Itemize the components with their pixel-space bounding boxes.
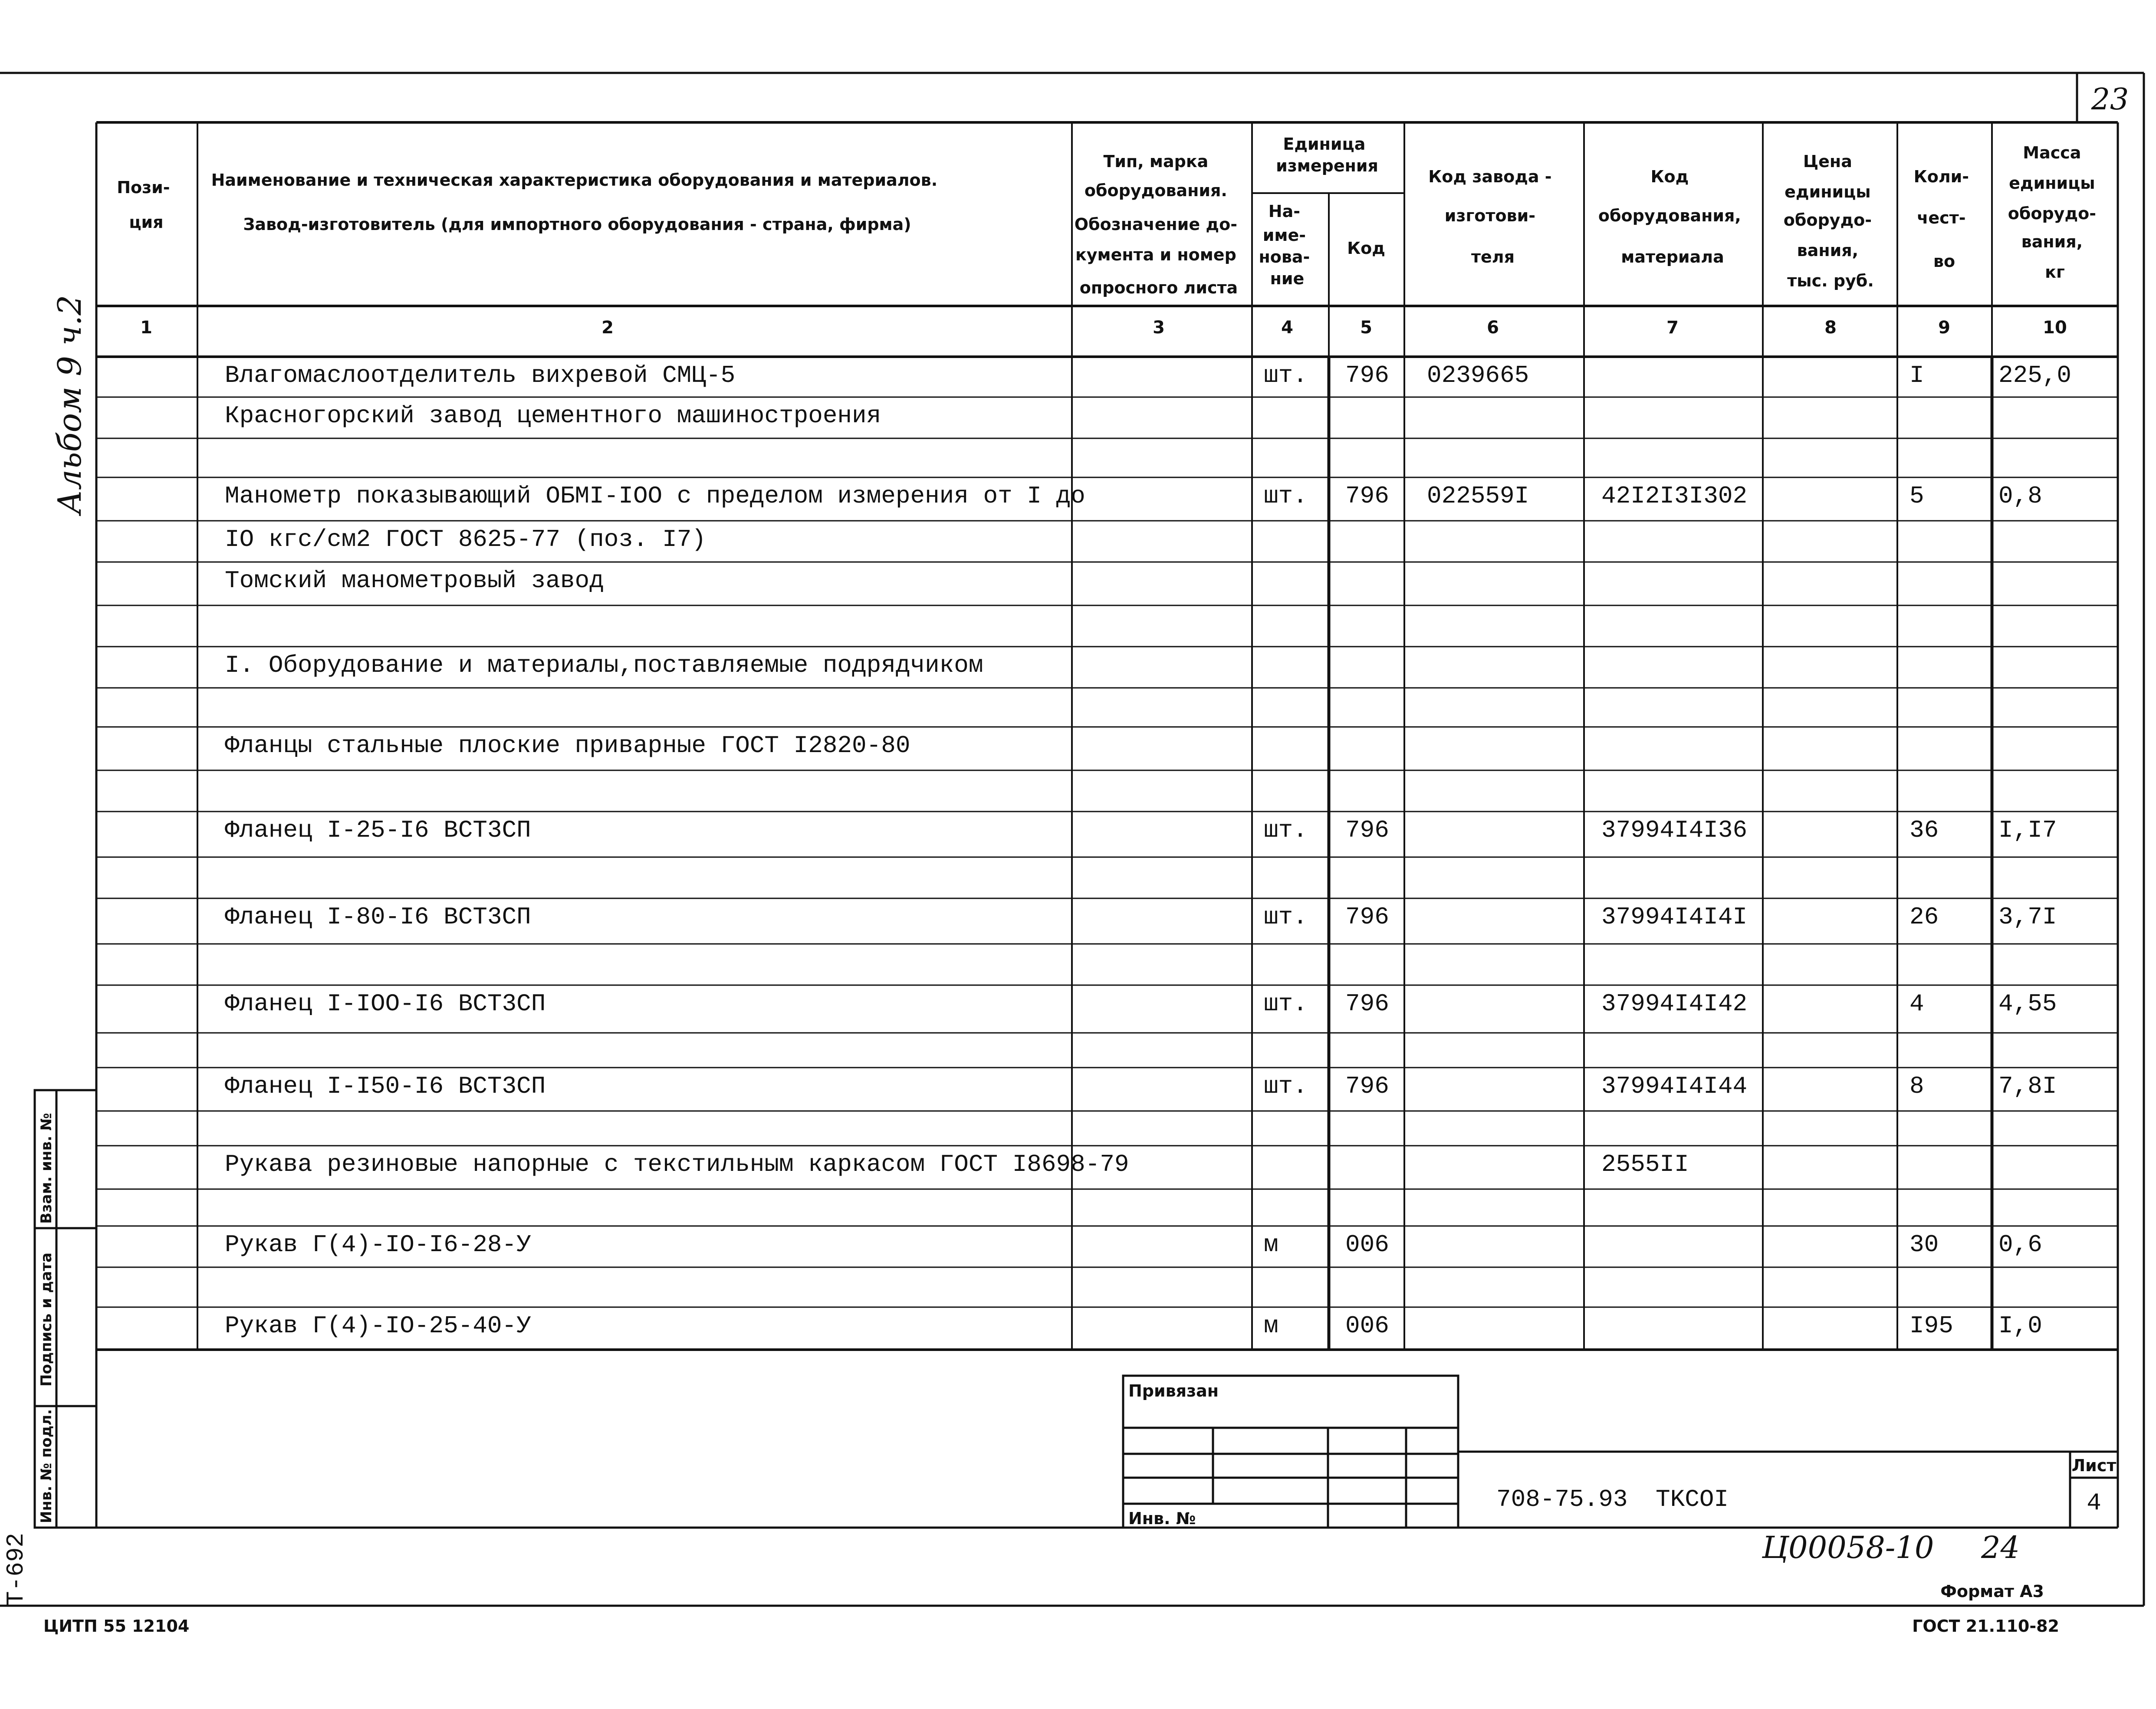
cell-qty: 5 [1910, 482, 1924, 510]
gost-label: ГОСТ 21.110-82 [1912, 1617, 2059, 1636]
header-price: Цена единицы оборудо- вания, тыс. руб. [1783, 152, 1874, 290]
stamp-inv-original: Инв. № подл. [38, 1409, 55, 1523]
cell-unit-code: 796 [1345, 1072, 1389, 1100]
corner-number-box [2077, 73, 2129, 122]
header-mass: Масса единицы оборудо- вания, кг [2008, 143, 2097, 282]
album-note: Альбом 9 ч.2 [51, 295, 89, 514]
cell-name: Красногорский завод цементного машиностроения [225, 402, 881, 430]
col-number: 5 [1360, 318, 1372, 338]
cell-equip-code: 2555II [1601, 1150, 1689, 1178]
header-type: Тип, марка оборудования. Обозначение до- кумента и номер опросного листа [1074, 152, 1238, 297]
corner-page-number: 23 [2091, 82, 2129, 117]
cell-name: I. Оборудование и материалы,поставляемые подрядчиком [225, 651, 983, 679]
cell-equip-code: 37994I4I36 [1601, 816, 1748, 844]
cell-equip-code: 37994I4I44 [1601, 1072, 1748, 1100]
table-row [225, 732, 910, 759]
doc-code: 708-75.93 [1496, 1486, 1628, 1513]
cell-unit: шт. [1264, 903, 1308, 931]
table-row [225, 1072, 2057, 1100]
stamp-inv-replace: Взам. инв. № [38, 1113, 55, 1224]
col-number: 9 [1938, 318, 1950, 338]
table-row [225, 567, 604, 595]
cell-mass: I,I7 [1998, 816, 2057, 844]
col-number: 1 [140, 318, 152, 338]
table-row [225, 402, 881, 430]
col-number: 4 [1281, 318, 1293, 338]
cell-name: Фланец I-80-I6 ВСТ3СП [225, 903, 531, 931]
cell-unit: шт. [1264, 1072, 1308, 1100]
bound-label: Привязан [1128, 1381, 1219, 1400]
col-number: 7 [1666, 318, 1679, 338]
cell-unit-code: 796 [1345, 816, 1389, 844]
col-number: 3 [1153, 318, 1165, 338]
cell-unit-code: 006 [1345, 1312, 1389, 1340]
col-number: 10 [2043, 318, 2067, 338]
table-row [225, 990, 2057, 1018]
cell-qty: I95 [1910, 1312, 1953, 1340]
table-row [225, 651, 983, 679]
cell-name: Манометр показывающий ОБМI-IOO с пределом измерения от I до [225, 482, 1085, 510]
cell-qty: 4 [1910, 990, 1924, 1018]
side-code: Т-692 [2, 1532, 30, 1606]
cell-equip-code: 37994I4I42 [1601, 990, 1748, 1018]
cell-unit-code: 796 [1345, 482, 1389, 510]
column-numbers [140, 318, 2067, 338]
header-equip-code: Код оборудования, материала [1598, 167, 1741, 266]
cell-unit: шт. [1264, 816, 1308, 844]
sheet-label: Лист [2071, 1456, 2117, 1475]
table-row [225, 482, 2042, 510]
cell-name: Томский манометровый завод [225, 567, 604, 595]
cell-unit: м [1264, 1312, 1278, 1340]
cell-unit: шт. [1264, 990, 1308, 1018]
cell-qty: 8 [1910, 1072, 1924, 1100]
col-number: 8 [1824, 318, 1837, 338]
header-position: Пози- ция [117, 178, 170, 232]
cell-plant-code: 0239665 [1427, 362, 1529, 389]
cell-equip-code: 37994I4I4I [1601, 903, 1748, 931]
header-unit-code: Код [1347, 239, 1385, 258]
cell-unit-code: 006 [1345, 1231, 1389, 1259]
table-row [225, 526, 706, 553]
table-header [117, 135, 2102, 297]
table-row [225, 362, 2071, 389]
inv-label: Инв. № [1128, 1509, 1196, 1528]
cell-name: Рукав Г(4)-IO-I6-28-У [225, 1231, 531, 1259]
header-unit-name: На- име- нова- ние [1259, 202, 1310, 288]
cell-unit-code: 796 [1345, 990, 1389, 1018]
cell-name: Влагомаслоотделитель вихревой СМЦ-5 [225, 362, 736, 389]
title-block [1123, 1376, 2118, 1528]
header-plant-code: Код завода - изготови- теля [1428, 167, 1552, 266]
table-row [225, 1312, 2042, 1340]
cell-name: Фланцы стальные плоские приварные ГОСТ I2820-80 [225, 732, 910, 759]
org-label: ЦИТП 55 12104 [43, 1617, 190, 1636]
col-number: 2 [601, 318, 614, 338]
col-number: 6 [1487, 318, 1499, 338]
sheet-number: 4 [2087, 1489, 2101, 1517]
cell-mass: 0,8 [1998, 482, 2042, 510]
table-row [225, 1231, 2042, 1259]
stamp-sign-date: Подпись и дата [38, 1252, 55, 1387]
cell-mass: 0,6 [1998, 1231, 2042, 1259]
side-stamp [35, 1090, 96, 1528]
handwritten-num: 24 [1981, 1530, 2020, 1565]
cell-plant-code: 022559I [1427, 482, 1529, 510]
cell-mass: 7,8I [1998, 1072, 2057, 1100]
table-body [225, 362, 2071, 1340]
cell-mass: 4,55 [1998, 990, 2057, 1018]
cell-name: IO кгс/см2 ГОСТ 8625-77 (поз. I7) [225, 526, 706, 553]
cell-unit-code: 796 [1345, 903, 1389, 931]
cell-name: Фланец I-IOO-I6 ВСТ3СП [225, 990, 546, 1018]
header-unit: Единица измерения [1276, 135, 1378, 175]
cell-qty: 36 [1910, 816, 1939, 844]
cell-unit: м [1264, 1231, 1278, 1259]
doc-series: TKCOI [1656, 1486, 1729, 1513]
cell-unit: шт. [1264, 482, 1308, 510]
format-label: Формат А3 [1940, 1582, 2044, 1601]
cell-mass: 225,0 [1998, 362, 2072, 389]
header-name: Наименование и техническая характеристика оборудования и материалов. Завод-изготовитель (для импортного оборудования - страна, фирма) [211, 171, 938, 234]
table-row [225, 816, 2057, 844]
table-row [225, 903, 2057, 931]
handwritten-ref: Ц00058-10 [1762, 1530, 1934, 1565]
cell-unit: шт. [1264, 362, 1308, 389]
cell-qty: I [1910, 362, 1924, 389]
table-row [225, 1150, 1689, 1178]
cell-equip-code: 42I2I3I302 [1601, 482, 1748, 510]
cell-name: Рукава резиновые напорные с текстильным каркасом ГОСТ I8698-79 [225, 1150, 1129, 1178]
header-quantity: Коли- чест- во [1913, 167, 1969, 271]
cell-qty: 26 [1910, 903, 1939, 931]
cell-unit-code: 796 [1345, 362, 1389, 389]
cell-mass: I,0 [1998, 1312, 2042, 1340]
cell-name: Фланец I-I50-I6 ВСТ3СП [225, 1072, 546, 1100]
cell-name: Фланец I-25-I6 ВСТ3СП [225, 816, 531, 844]
cell-qty: 30 [1910, 1231, 1939, 1259]
cell-name: Рукав Г(4)-IO-25-40-У [225, 1312, 531, 1340]
cell-mass: 3,7I [1998, 903, 2057, 931]
